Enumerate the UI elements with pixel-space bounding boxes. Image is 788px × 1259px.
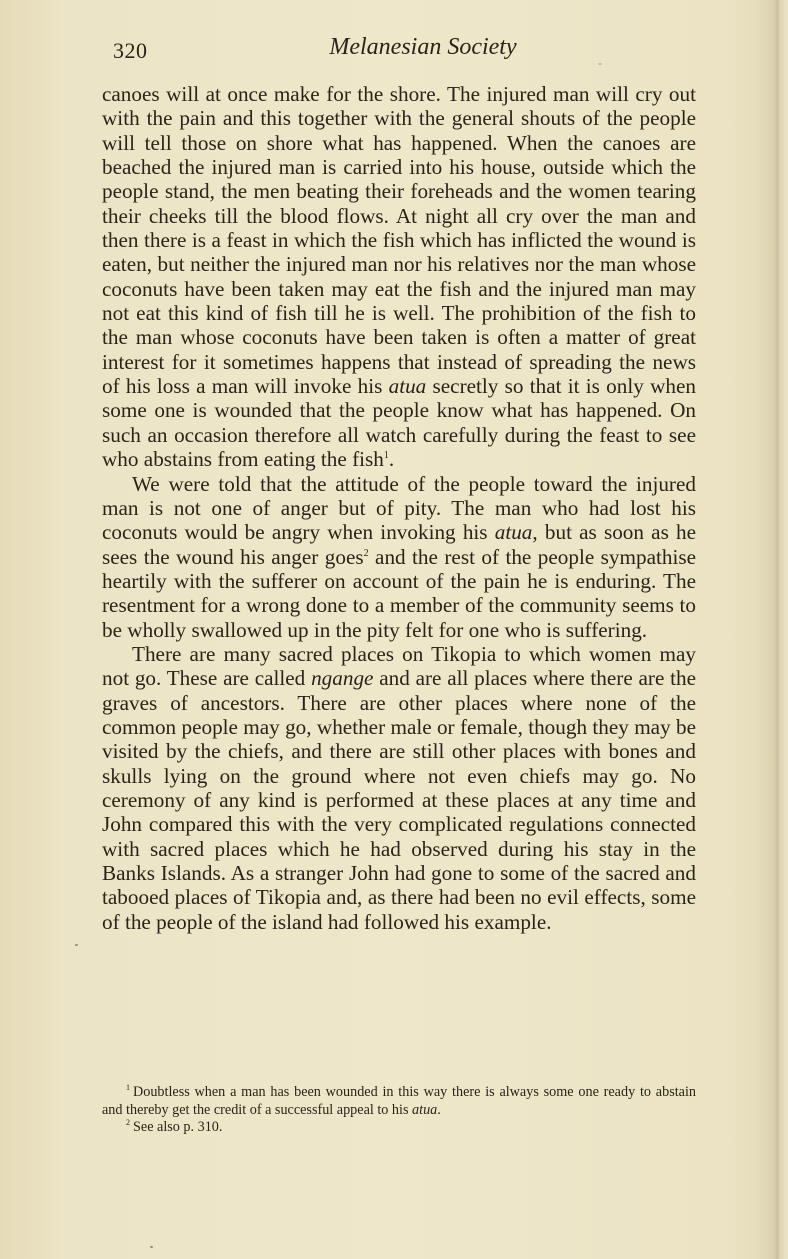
text-run: , but as soon as he sees the wound his anger goes [102, 520, 696, 569]
italic-term: ngange [311, 666, 374, 691]
running-head [113, 34, 673, 64]
text-run: Doubtless when a man has been wounded in this way there is always some one ready to abstain and thereby get the credit of a successful appeal to his [102, 1084, 696, 1118]
paragraph [102, 642, 696, 934]
italic-term: atua [494, 520, 533, 545]
text-run: secretly so that it is only when some one is wounded that the people know what has happened. On such an occasion therefore all watch carefully during the feast to see who abstains from eating the fish [102, 374, 696, 472]
footnote [102, 1119, 696, 1137]
scan-speck [75, 944, 78, 946]
running-title: Melanesian Society [329, 34, 517, 60]
text-run: . [437, 1101, 441, 1118]
paragraph [102, 82, 696, 472]
footnote-reference: 1 [383, 450, 389, 462]
text-run: There are many sacred places on Tikopia to which women may not go. These are called [102, 641, 696, 691]
text-run: . [388, 447, 395, 472]
text-run: See also p. 310. [133, 1119, 223, 1135]
footnote-marker: 1 [126, 1083, 130, 1092]
italic-term: atua [388, 374, 427, 399]
text-run: We were told that the attitude of the people toward the injured man is not one of anger but of pity. The man who had lost his coconuts would be angry when invoking his [102, 471, 696, 545]
italic-term: atua [412, 1101, 438, 1118]
text-run: canoes will at once make for the shore. The injured man will cry out with the pain and this together with the general shouts of the people will tell those on shore what has happened. When the canoes are beached the injured man is carried into his house, outside which the people stand, the men beating their foreheads and the women tearing their cheeks till the blood flows. At night all cry over the man and then there is a feast in which the fish which has inflicted the wound is eaten, but neither the injured man nor his relatives nor the man whose coconuts have been taken may eat the fish and the injured man may not eat this kind of fish till he is well. The prohibition of the fish to the man whose coconuts have been taken is often a matter of great interest for it sometimes happens that instead of spreading the news of his loss a man will invoke his [102, 82, 696, 399]
text-run: and the rest of the people sympathise heartily with the sufferer on account of the pain he is enduring. The resentment for a wrong done to a member of the community seems to be wholly swallowed up in the pity felt for one who is suffering. [102, 544, 696, 642]
scan-speck [150, 1246, 153, 1248]
footnote-reference: 2 [363, 547, 369, 559]
scan-speck [598, 63, 602, 65]
footnote [102, 1084, 696, 1119]
body-text [102, 82, 696, 934]
page-number: 320 [113, 38, 148, 63]
page-edge-shadow [774, 0, 780, 1259]
footnote-marker: 2 [126, 1118, 130, 1127]
footnotes [102, 1084, 696, 1137]
paragraph [102, 472, 696, 642]
text-run: and are all places where there are the graves of ancestors. There are other places where none of the common people may go, whether male or female, though they may be visited by the chiefs, and there are still other places with bones and skulls lying on the ground where not even chiefs may go. No ceremony of any kind is performed at these places at any time and John compared this with the very complicated regulations connected with sacred places which he had observed during his stay in the Banks Islands. As a stranger John had gone to some of the sacred and tabooed places of Tikopia and, as there had been no evil effects, some of the people of the island had followed his example. [102, 666, 697, 934]
